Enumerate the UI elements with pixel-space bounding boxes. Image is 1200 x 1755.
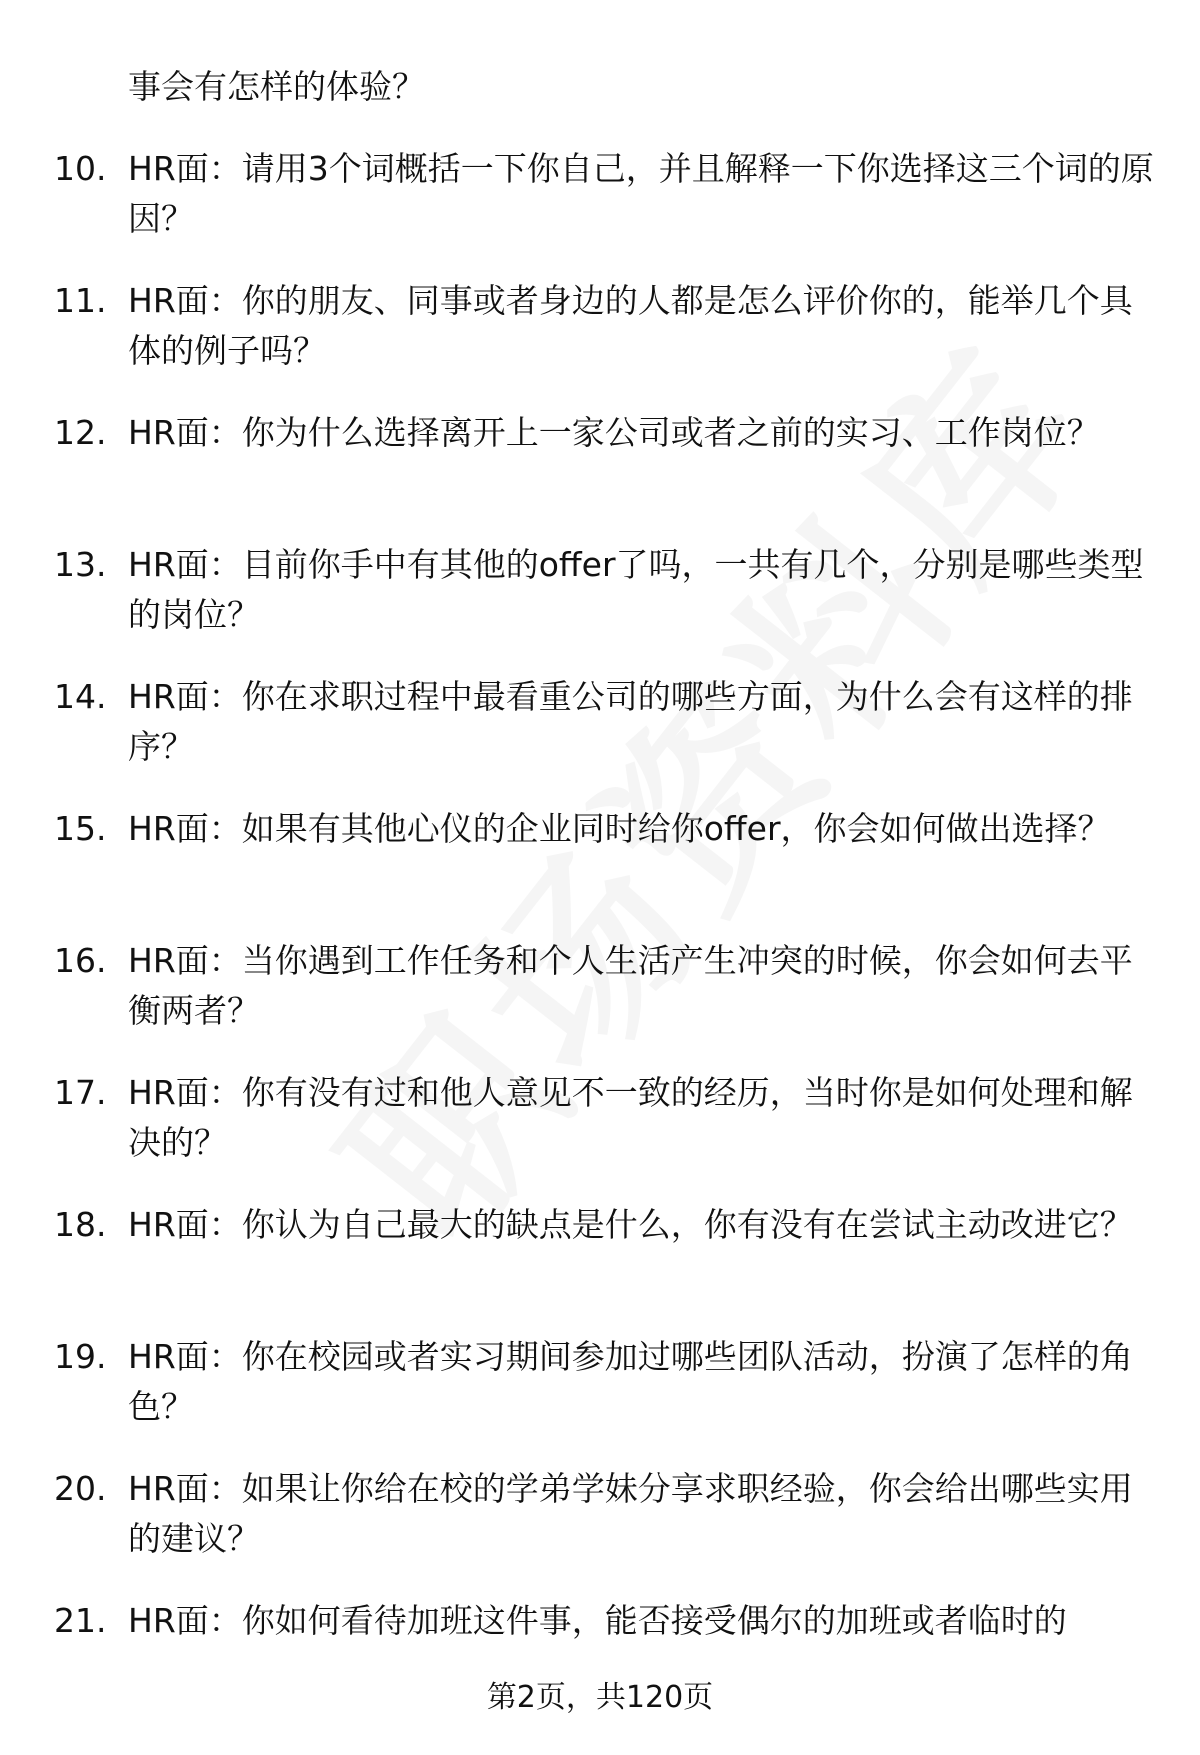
list-item — [0, 668, 1200, 800]
question-text: HR面：你在校园或者实习期间参加过哪些团队活动，扮演了怎样的角色？ — [128, 1337, 1133, 1426]
question-number: 15. — [54, 809, 107, 848]
question-number: 11. — [54, 281, 107, 320]
question-number: 13. — [54, 545, 107, 584]
question-text: HR面：目前你手中有其他的offer了吗，一共有几个，分别是哪些类型的岗位？ — [128, 545, 1144, 634]
continued-question-text: 事会有怎样的体验？ — [128, 67, 425, 106]
question-text: HR面：你为什么选择离开上一家公司或者之前的实习、工作岗位？ — [128, 413, 1100, 452]
list-item — [0, 800, 1200, 932]
question-number: 19. — [54, 1337, 107, 1376]
list-item — [0, 1064, 1200, 1196]
question-text: HR面：如果有其他心仪的企业同时给你offer，你会如何做出选择？ — [128, 809, 1111, 848]
question-text: HR面：你有没有过和他人意见不一致的经历，当时你是如何处理和解决的？ — [128, 1073, 1133, 1162]
list-item — [0, 536, 1200, 668]
question-number: 18. — [54, 1205, 107, 1244]
question-number: 16. — [54, 941, 107, 980]
question-text: HR面：你在求职过程中最看重公司的哪些方面，为什么会有这样的排序？ — [128, 677, 1133, 766]
question-number: 12. — [54, 413, 107, 452]
question-text: HR面：如果让你给在校的学弟学妹分享求职经验，你会给出哪些实用的建议？ — [128, 1469, 1133, 1558]
question-number: 20. — [54, 1469, 107, 1508]
question-text: HR面：请用3个词概括一下你自己，并且解释一下你选择这三个词的原因？ — [128, 149, 1154, 238]
question-number: 21. — [54, 1601, 107, 1640]
list-item — [0, 932, 1200, 1064]
question-number: 17. — [54, 1073, 107, 1112]
list-item — [0, 1196, 1200, 1328]
page-footer: 第2页，共120页 — [486, 1680, 714, 1715]
question-text: HR面：你的朋友、同事或者身边的人都是怎么评价你的，能举几个具体的例子吗？ — [128, 281, 1133, 370]
question-number: 10. — [54, 149, 107, 188]
question-number: 14. — [54, 677, 107, 716]
list-item — [0, 1328, 1200, 1460]
question-text: HR面：当你遇到工作任务和个人生活产生冲突的时候，你会如何去平衡两者？ — [128, 941, 1133, 1030]
list-item — [0, 140, 1200, 272]
question-text: HR面：你如何看待加班这件事，能否接受偶尔的加班或者临时的 — [128, 1601, 1067, 1640]
list-item — [0, 404, 1200, 536]
list-item — [0, 1460, 1200, 1592]
question-list — [0, 140, 1200, 1724]
list-item — [0, 272, 1200, 404]
question-text: HR面：你认为自己最大的缺点是什么，你有没有在尝试主动改进它？ — [128, 1205, 1133, 1244]
